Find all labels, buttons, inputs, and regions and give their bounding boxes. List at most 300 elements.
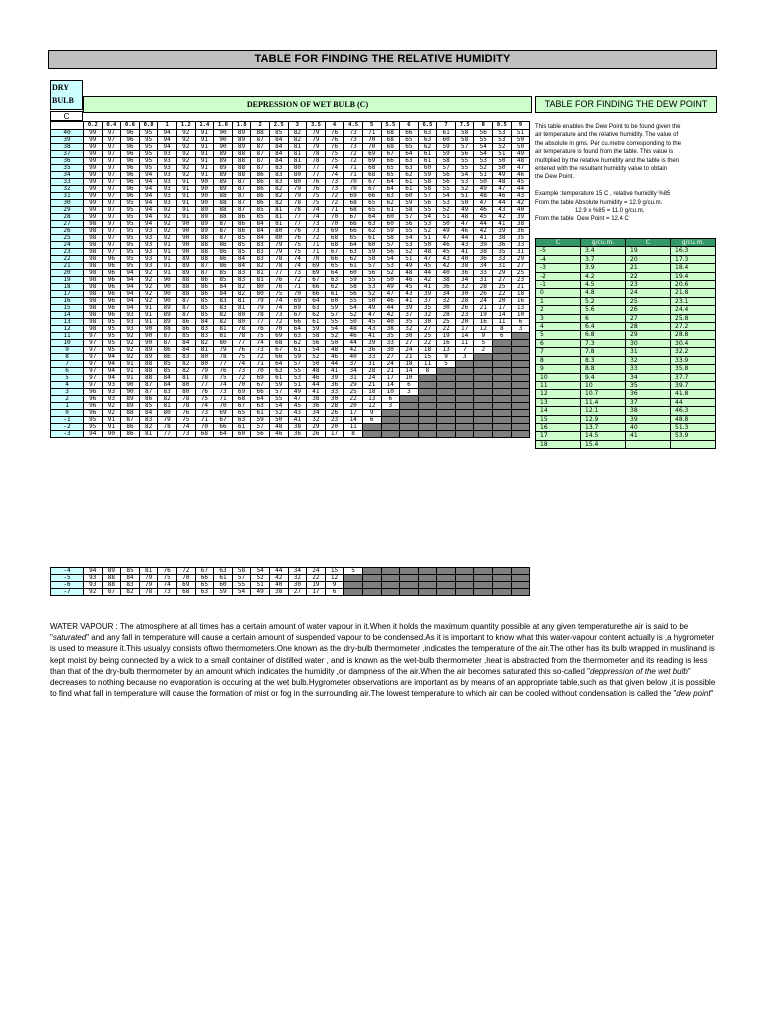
humidity-value: 80 — [232, 319, 251, 326]
humidity-value: 92 — [121, 354, 140, 361]
humidity-value: 91 — [195, 130, 214, 137]
humidity-value: 39 — [418, 291, 437, 298]
humidity-value: 72 — [325, 200, 344, 207]
humidity-value: 46 — [307, 375, 326, 382]
humidity-value: 50 — [307, 361, 326, 368]
humidity-value: 89 — [176, 256, 195, 263]
table-row — [51, 263, 530, 270]
depression-value: 2 — [251, 122, 270, 130]
empty-cell — [437, 396, 456, 403]
humidity-value: 87 — [195, 270, 214, 277]
humidity-value: 87 — [232, 200, 251, 207]
humidity-value: 83 — [269, 172, 288, 179]
humidity-value: 54 — [381, 256, 400, 263]
humidity-value: 68 — [195, 431, 214, 438]
humidity-value: 61 — [288, 347, 307, 354]
table-row — [51, 368, 530, 375]
humidity-value: 56 — [381, 249, 400, 256]
dew-cell: 13 — [536, 398, 581, 406]
empty-cell — [474, 368, 493, 375]
humidity-value: 88 — [214, 193, 233, 200]
humidity-value: 92 — [139, 291, 158, 298]
humidity-value: 89 — [214, 186, 233, 193]
empty-cell — [344, 575, 363, 582]
humidity-value: 16 — [474, 319, 493, 326]
humidity-value: 52 — [400, 249, 419, 256]
note-line: This table enables the Dew Point to be found given the — [535, 124, 681, 130]
empty-cell — [400, 417, 419, 424]
humidity-value: 55 — [455, 165, 474, 172]
dew-cell: -2 — [536, 272, 581, 280]
humidity-value: 80 — [269, 228, 288, 235]
dew-cell: 51.3 — [671, 423, 716, 431]
dew-cell: 12 — [536, 390, 581, 398]
humidity-value: 82 — [251, 263, 270, 270]
humidity-value: 88 — [195, 242, 214, 249]
humidity-value: 48 — [493, 179, 512, 186]
humidity-value: 76 — [288, 235, 307, 242]
humidity-value: 43 — [437, 256, 456, 263]
empty-cell — [511, 389, 530, 396]
humidity-value: 70 — [325, 214, 344, 221]
humidity-value: 61 — [325, 291, 344, 298]
humidity-value: 94 — [121, 298, 140, 305]
empty-cell — [455, 382, 474, 389]
empty-cell — [381, 582, 400, 589]
humidity-value: 92 — [139, 277, 158, 284]
humidity-value: 54 — [418, 214, 437, 221]
humidity-value: 40 — [344, 354, 363, 361]
empty-cell — [418, 431, 437, 438]
humidity-value: 94 — [102, 361, 121, 368]
empty-cell — [400, 589, 419, 596]
humidity-value: 73 — [344, 137, 363, 144]
dry-bulb-temp: -2 — [51, 424, 84, 431]
humidity-value: 63 — [344, 249, 363, 256]
humidity-value: 96 — [121, 151, 140, 158]
humidity-value: 95 — [121, 263, 140, 270]
humidity-value: 98 — [84, 326, 103, 333]
humidity-value: 40 — [511, 207, 530, 214]
humidity-value: 54 — [455, 172, 474, 179]
humidity-value: 71 — [214, 396, 233, 403]
humidity-value: 83 — [214, 305, 233, 312]
humidity-value: 92 — [139, 270, 158, 277]
humidity-value: 25 — [418, 333, 437, 340]
table-row — [51, 242, 530, 249]
humidity-value: 71 — [362, 130, 381, 137]
humidity-value: 99 — [84, 207, 103, 214]
table-row — [51, 403, 530, 410]
humidity-value: 17 — [455, 326, 474, 333]
humidity-value: 60 — [344, 270, 363, 277]
humidity-value: 88 — [102, 575, 121, 582]
humidity-value: 54 — [325, 326, 344, 333]
humidity-value: 38 — [493, 235, 512, 242]
humidity-value: 90 — [139, 340, 158, 347]
table-row — [51, 424, 530, 431]
humidity-value: 50 — [511, 144, 530, 151]
humidity-value: 6 — [493, 333, 512, 340]
table-row — [536, 356, 716, 364]
humidity-value: 91 — [176, 193, 195, 200]
humidity-value: 63 — [381, 193, 400, 200]
humidity-value: 35 — [381, 333, 400, 340]
humidity-value: 34 — [437, 291, 456, 298]
humidity-value: 82 — [158, 396, 177, 403]
table-row — [51, 361, 530, 368]
humidity-value: 18 — [400, 361, 419, 368]
humidity-value: 64 — [344, 242, 363, 249]
humidity-value: 61 — [418, 151, 437, 158]
humidity-value: 96 — [121, 179, 140, 186]
humidity-value: 50 — [381, 277, 400, 284]
humidity-value: 97 — [102, 193, 121, 200]
humidity-value: 2 — [474, 347, 493, 354]
dew-cell: 17 — [536, 432, 581, 440]
humidity-value: 22 — [493, 291, 512, 298]
humidity-value: 78 — [195, 375, 214, 382]
dew-point-table — [535, 238, 716, 449]
humidity-value: 80 — [214, 340, 233, 347]
humidity-value: 60 — [232, 431, 251, 438]
empty-cell — [493, 354, 512, 361]
humidity-value: 47 — [418, 256, 437, 263]
humidity-value: 77 — [158, 431, 177, 438]
humidity-value: 96 — [84, 396, 103, 403]
humidity-value: 84 — [251, 228, 270, 235]
humidity-value: 21 — [474, 305, 493, 312]
humidity-value: 68 — [176, 589, 195, 596]
humidity-value: 95 — [121, 200, 140, 207]
humidity-value: 84 — [195, 319, 214, 326]
humidity-value: 97 — [102, 186, 121, 193]
humidity-value: 59 — [288, 354, 307, 361]
humidity-value: 97 — [102, 200, 121, 207]
humidity-value: 85 — [232, 242, 251, 249]
empty-cell — [418, 382, 437, 389]
humidity-value: 46 — [493, 193, 512, 200]
empty-cell — [511, 361, 530, 368]
humidity-value: 18 — [418, 347, 437, 354]
humidity-value: 99 — [84, 130, 103, 137]
humidity-value: 99 — [84, 186, 103, 193]
humidity-value: 84 — [269, 151, 288, 158]
humidity-value: 37 — [418, 298, 437, 305]
empty-cell — [455, 568, 474, 575]
empty-cell — [437, 368, 456, 375]
humidity-value: 86 — [121, 424, 140, 431]
empty-cell — [511, 375, 530, 382]
depression-header-row — [51, 122, 530, 130]
humidity-value: 66 — [269, 354, 288, 361]
humidity-value: 81 — [232, 298, 251, 305]
dry-bulb-temp: 8 — [51, 354, 84, 361]
humidity-value: 81 — [214, 326, 233, 333]
dew-header-cell: C — [536, 239, 581, 247]
humidity-value: 79 — [288, 186, 307, 193]
humidity-value: 36 — [288, 431, 307, 438]
note-line: multiplied by the relative humidity and the table is then — [535, 157, 680, 164]
humidity-value: 67 — [325, 249, 344, 256]
humidity-value: 92 — [158, 221, 177, 228]
empty-cell — [511, 431, 530, 438]
humidity-value: 63 — [232, 417, 251, 424]
humidity-value: 96 — [102, 277, 121, 284]
humidity-value: 93 — [121, 319, 140, 326]
humidity-value: 63 — [269, 368, 288, 375]
humidity-value: 40 — [381, 319, 400, 326]
dry-bulb-temp: 6 — [51, 368, 84, 375]
note-line: the Dew Point. — [535, 174, 575, 181]
humidity-value: 95 — [102, 319, 121, 326]
humidity-value: 68 — [325, 242, 344, 249]
humidity-value: 31 — [511, 249, 530, 256]
humidity-value: 98 — [84, 242, 103, 249]
dew-cell: 4.5 — [581, 281, 626, 289]
humidity-value: 33 — [381, 340, 400, 347]
dry-bulb-temp: 16 — [51, 298, 84, 305]
humidity-value: 88 — [139, 368, 158, 375]
humidity-value: 63 — [307, 305, 326, 312]
humidity-value: 17 — [325, 431, 344, 438]
humidity-value: 70 — [232, 382, 251, 389]
corner-cell — [51, 122, 84, 130]
humidity-value: 51 — [418, 235, 437, 242]
note-line: From the table Absolute humidity = 12.9 g/cu.m. — [535, 199, 663, 206]
empty-cell — [511, 568, 530, 575]
humidity-value: 76 — [214, 368, 233, 375]
humidity-value: 81 — [269, 214, 288, 221]
table-row — [536, 272, 716, 280]
humidity-value: 41 — [362, 333, 381, 340]
empty-cell — [455, 403, 474, 410]
humidity-value: 75 — [307, 193, 326, 200]
humidity-value: 55 — [418, 207, 437, 214]
humidity-value: 77 — [288, 221, 307, 228]
humidity-value: 38 — [511, 221, 530, 228]
paragraph-segment: " — [710, 689, 714, 699]
humidity-value: 80 — [176, 389, 195, 396]
humidity-value: 93 — [139, 249, 158, 256]
humidity-value: 48 — [455, 214, 474, 221]
humidity-value: 95 — [121, 228, 140, 235]
humidity-value: 68 — [344, 207, 363, 214]
humidity-value: 66 — [307, 284, 326, 291]
note-line: Example :temperature 15 C , relative humidity %85 — [535, 191, 671, 198]
humidity-value: 96 — [102, 305, 121, 312]
empty-cell — [344, 589, 363, 596]
humidity-value: 91 — [102, 417, 121, 424]
humidity-value: 65 — [400, 137, 419, 144]
humidity-value: 46 — [269, 431, 288, 438]
humidity-value: 98 — [84, 249, 103, 256]
humidity-value: 92 — [158, 207, 177, 214]
humidity-value: 80 — [288, 179, 307, 186]
empty-cell — [511, 589, 530, 596]
humidity-value: 37 — [400, 312, 419, 319]
humidity-value: 89 — [195, 207, 214, 214]
humidity-value: 89 — [139, 354, 158, 361]
humidity-value: 90 — [214, 144, 233, 151]
humidity-value: 72 — [344, 151, 363, 158]
humidity-value: 80 — [288, 165, 307, 172]
humidity-value: 66 — [195, 575, 214, 582]
empty-cell — [418, 417, 437, 424]
humidity-value: 88 — [102, 582, 121, 589]
humidity-value: 98 — [84, 221, 103, 228]
table-row — [536, 390, 716, 398]
humidity-value: 56 — [437, 179, 456, 186]
humidity-value: 38 — [381, 326, 400, 333]
dry-bulb-temp: 7 — [51, 361, 84, 368]
humidity-value: 75 — [176, 417, 195, 424]
dry-bulb-temp: 35 — [51, 165, 84, 172]
humidity-value: 86 — [251, 172, 270, 179]
humidity-value: 92 — [176, 165, 195, 172]
humidity-value: 73 — [251, 347, 270, 354]
table-row — [51, 568, 530, 575]
humidity-value: 84 — [214, 291, 233, 298]
humidity-value: 27 — [381, 354, 400, 361]
humidity-value: 34 — [344, 368, 363, 375]
humidity-value: 84 — [139, 410, 158, 417]
empty-cell — [455, 410, 474, 417]
humidity-value: 60 — [418, 165, 437, 172]
humidity-value: 83 — [251, 242, 270, 249]
humidity-value: 30 — [400, 333, 419, 340]
dry-bulb-temp: 3 — [51, 389, 84, 396]
humidity-value: 50 — [418, 242, 437, 249]
humidity-value: 55 — [325, 319, 344, 326]
humidity-value: 54 — [269, 403, 288, 410]
empty-cell — [474, 417, 493, 424]
empty-cell — [474, 375, 493, 382]
humidity-value: 84 — [121, 575, 140, 582]
humidity-value: 85 — [269, 130, 288, 137]
dew-cell: 40 — [626, 423, 671, 431]
humidity-value: 91 — [195, 137, 214, 144]
humidity-value: 53 — [455, 179, 474, 186]
humidity-value: 90 — [158, 284, 177, 291]
dew-cell: 19 — [626, 247, 671, 255]
humidity-value: 45 — [288, 403, 307, 410]
humidity-value: 85 — [121, 568, 140, 575]
humidity-value: 58 — [400, 207, 419, 214]
table-row — [51, 151, 530, 158]
humidity-value: 75 — [195, 396, 214, 403]
dew-cell: 39.7 — [671, 381, 716, 389]
humidity-value: 84 — [251, 221, 270, 228]
humidity-value: 95 — [121, 256, 140, 263]
empty-cell — [362, 589, 381, 596]
humidity-value: 60 — [381, 221, 400, 228]
humidity-value: 88 — [232, 165, 251, 172]
humidity-value: 13 — [362, 396, 381, 403]
table-row — [51, 200, 530, 207]
humidity-value: 41 — [455, 249, 474, 256]
humidity-value: 62 — [362, 228, 381, 235]
dry-bulb-label-line2: BULB — [52, 96, 74, 105]
dew-cell: 12.1 — [581, 407, 626, 415]
humidity-value: 34 — [474, 263, 493, 270]
humidity-value: 78 — [251, 312, 270, 319]
depression-value: 6.5 — [418, 122, 437, 130]
humidity-value: 82 — [288, 130, 307, 137]
humidity-value: 93 — [158, 151, 177, 158]
humidity-value: 96 — [84, 410, 103, 417]
humidity-value: 52 — [455, 186, 474, 193]
dew-cell: 15 — [536, 415, 581, 423]
table-row — [51, 389, 530, 396]
humidity-value: 87 — [195, 263, 214, 270]
empty-cell — [418, 568, 437, 575]
dew-cell: 5.6 — [581, 306, 626, 314]
table-row — [51, 375, 530, 382]
paragraph-segment: " decreases to nothing because no evaporation is occuring at the wet bulb.Hygrometer observations are important as by means of an appropriate table,such as that given below ,it is possible to find what fall in temperature will cause the formation of mist or fog in the surrounding air.The lowest temperature to which air can be cooled without condensation is called the " — [50, 666, 716, 699]
humidity-value: 87 — [121, 417, 140, 424]
humidity-value: 80 — [195, 361, 214, 368]
table-row — [536, 281, 716, 289]
humidity-value: 62 — [288, 340, 307, 347]
humidity-value: 96 — [102, 270, 121, 277]
humidity-value: 90 — [195, 193, 214, 200]
humidity-value: 62 — [418, 144, 437, 151]
humidity-value: 68 — [362, 172, 381, 179]
humidity-value: 95 — [84, 424, 103, 431]
humidity-value: 90 — [139, 333, 158, 340]
humidity-value: 78 — [269, 256, 288, 263]
humidity-value: 58 — [418, 179, 437, 186]
humidity-value: 80 — [195, 354, 214, 361]
dry-bulb-temp: 28 — [51, 214, 84, 221]
humidity-value: 52 — [437, 207, 456, 214]
humidity-value: 94 — [139, 193, 158, 200]
depression-value: 4.5 — [344, 122, 363, 130]
humidity-value: 64 — [325, 270, 344, 277]
empty-cell — [437, 568, 456, 575]
humidity-value: 92 — [176, 158, 195, 165]
humidity-value: 74 — [269, 305, 288, 312]
humidity-value: 89 — [232, 130, 251, 137]
humidity-value: 9 — [437, 354, 456, 361]
humidity-value: 79 — [307, 144, 326, 151]
humidity-value: 47 — [437, 235, 456, 242]
empty-cell — [474, 410, 493, 417]
humidity-value: 60 — [214, 582, 233, 589]
empty-cell — [511, 396, 530, 403]
dew-cell: 23 — [626, 281, 671, 289]
humidity-value: 93 — [121, 326, 140, 333]
humidity-value: 30 — [418, 319, 437, 326]
humidity-value: 86 — [251, 179, 270, 186]
empty-cell — [400, 410, 419, 417]
humidity-value: 92 — [139, 298, 158, 305]
humidity-value: 56 — [400, 221, 419, 228]
table-row — [51, 193, 530, 200]
humidity-value: 79 — [269, 249, 288, 256]
humidity-value: 21 — [400, 354, 419, 361]
humidity-value: 55 — [344, 298, 363, 305]
empty-cell — [493, 389, 512, 396]
humidity-value: 36 — [362, 347, 381, 354]
humidity-value: 61 — [232, 424, 251, 431]
dew-cell: 28.8 — [671, 331, 716, 339]
dry-bulb-temp: 19 — [51, 277, 84, 284]
humidity-value: 86 — [232, 221, 251, 228]
empty-cell — [362, 568, 381, 575]
humidity-value: 66 — [344, 221, 363, 228]
